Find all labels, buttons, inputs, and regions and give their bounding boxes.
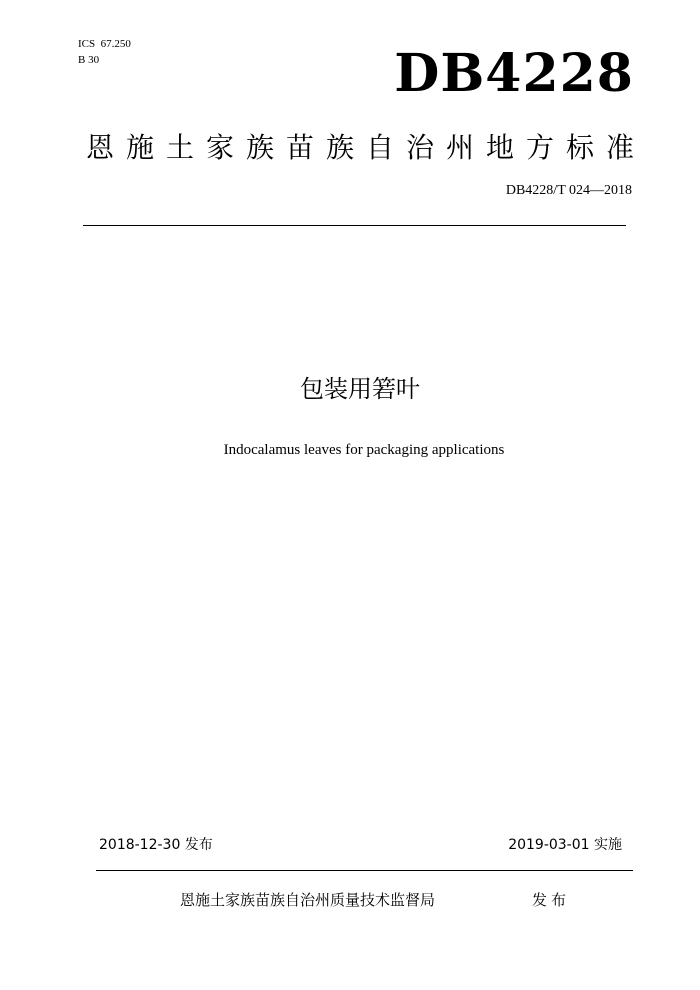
standard-code-logo: DB4228 bbox=[394, 43, 634, 104]
issue-date: 2018-12-30 发布 bbox=[99, 837, 213, 853]
top-divider bbox=[83, 225, 626, 226]
document-title-english: Indocalamus leaves for packaging applications bbox=[223, 442, 505, 458]
implementation-date: 2019-03-01 实施 bbox=[508, 837, 622, 853]
bottom-divider bbox=[96, 870, 633, 871]
standard-category-title: 恩施土家族苗族自治州地方标准 bbox=[86, 131, 647, 164]
standard-number: DB4228/T 024—2018 bbox=[505, 183, 632, 198]
document-title-chinese: 包装用箬叶 bbox=[300, 375, 420, 403]
classification-codes bbox=[78, 36, 131, 68]
issuing-authority: 恩施土家族苗族自治州质量技术监督局 bbox=[180, 891, 436, 909]
issue-action-label: 发布 bbox=[532, 891, 571, 909]
ccs-code: B 30 bbox=[78, 54, 100, 66]
ics-code: ICS 67.250 bbox=[78, 38, 131, 50]
